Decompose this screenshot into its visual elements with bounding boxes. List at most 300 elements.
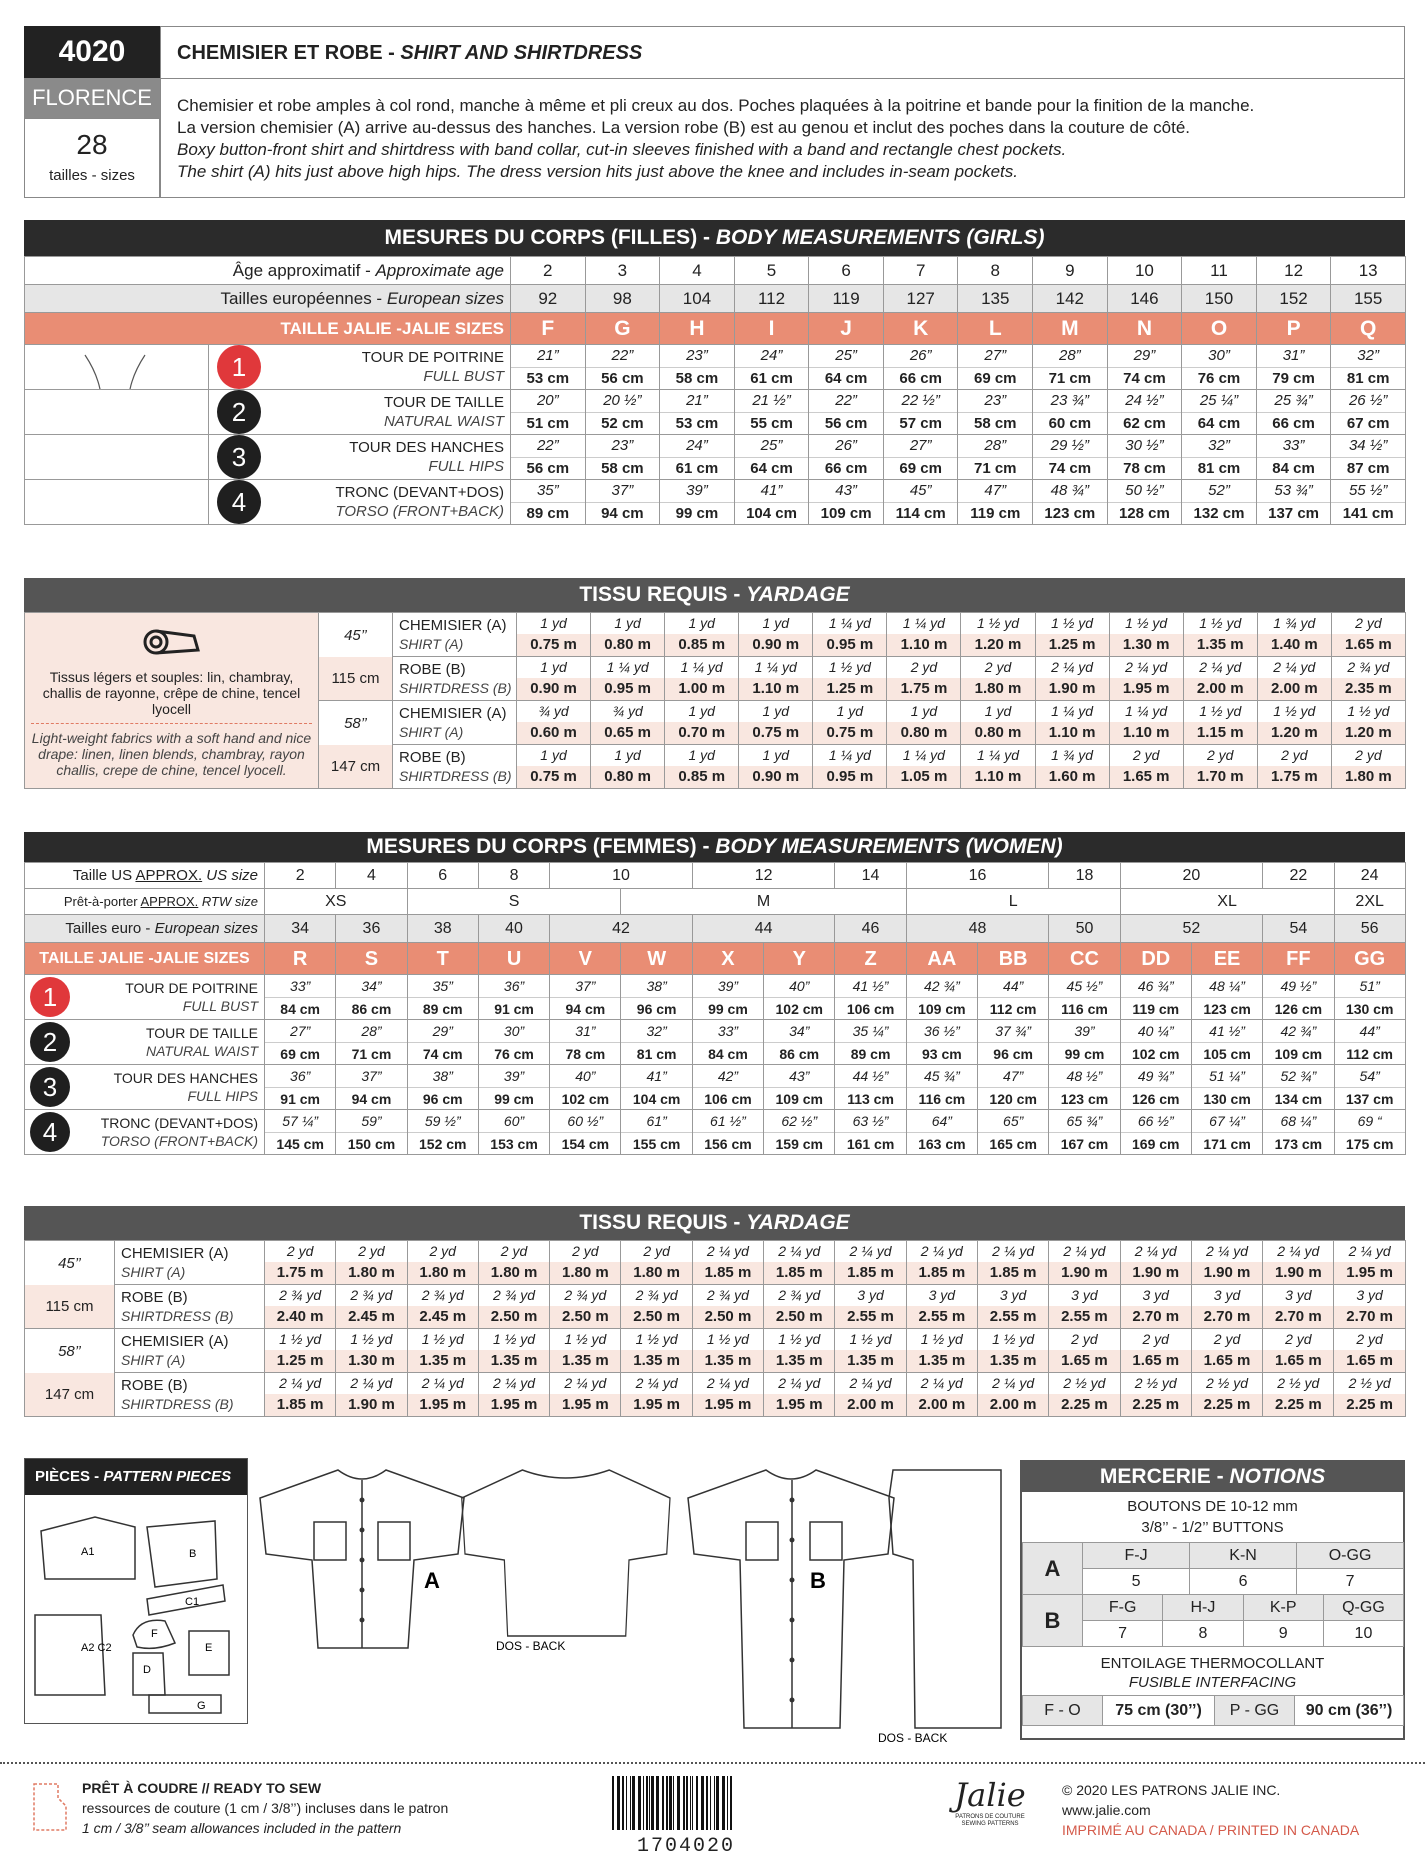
rtw-size-cell: S [407,889,621,915]
yardage-value: 2 yd 1.80 m [478,1241,549,1285]
age-cell: 2 [511,257,586,285]
yardage-value: 1 yd 0.90 m [739,613,813,657]
jalie-size-cell: P [1256,313,1331,345]
barcode-bar [714,1776,715,1830]
measurement-value: 23 ¾” 60 cm [1033,390,1108,435]
measurement-label [25,480,511,525]
measurement-fr: TOUR DE POITRINE [361,349,504,366]
euro-size-cell: 127 [883,285,958,313]
yardage-value: 3 yd 2.55 m [1049,1285,1120,1329]
jalie-size-cell: Z [835,943,906,975]
yardage-value: 1 ½ yd 1.20 m [1331,701,1405,745]
measurement-fr: TRONC (DEVANT+DOS) [335,484,504,501]
us-size-cell: 6 [407,863,478,889]
measurement-fr: TOUR DE TAILLE [383,394,504,411]
yardage-value: 2 ½ yd 2.25 m [1334,1373,1405,1417]
measurement-value: 49 ½” 126 cm [1263,975,1334,1020]
yardage-value: 2 yd 1.65 m [1263,1329,1334,1373]
garment-label: ROBE (B) SHIRTDRESS (B) [115,1285,265,1329]
yardage-value: 1 yd 0.75 m [517,745,591,789]
yardage-value: ¾ yd 0.65 m [591,701,665,745]
barcode-bar [651,1776,654,1830]
yardage-value: 3 yd 2.70 m [1334,1285,1405,1329]
women-title-en: BODY MEASUREMENTS (WOMEN) [715,835,1063,858]
measurement-value: 22” 56 cm [809,390,884,435]
yardage-value: 2 ¼ yd 1.95 m [478,1373,549,1417]
garment-label: ROBE (B) SHIRTDRESS (B) [393,745,517,789]
yardage-value: 1 ½ yd 1.35 m [977,1329,1048,1373]
age-cell: 12 [1256,257,1331,285]
notions-title [1022,1462,1403,1492]
measurement-value: 69 “ 175 cm [1334,1110,1405,1155]
measurement-value: 60 ½” 154 cm [550,1110,621,1155]
barcode-bar [649,1776,650,1830]
measurement-number-3: 3 [217,435,261,479]
euro-size-label: Tailles euro - European sizes [25,915,265,943]
barcode-bar [612,1776,614,1830]
measurement-value: 24” 61 cm [660,435,735,480]
barcode-bar [617,1776,620,1830]
fabric-en: Light-weight fabrics with a soft hand and nice drape: linen, linen blends, chambray, rayon challis, crepe de chine, tencel lyocell. [31,729,312,778]
age-cell: 13 [1331,257,1406,285]
barcode-bar [643,1776,644,1830]
barcode-bar [727,1776,728,1830]
measurement-value: 25 ¼” 64 cm [1182,390,1257,435]
yardage-value: 1 yd 0.75 m [517,613,591,657]
measurement-value: 37” 94 cm [336,1065,407,1110]
yardage-value: 1 ½ yd 1.35 m [407,1329,478,1373]
piece-label-b: B [189,1548,197,1560]
yardage-value: 1 ¼ yd 1.00 m [665,657,739,701]
measurement-value: 48 ¼” 123 cm [1191,975,1262,1020]
buttons-en: 3/8’’ - 1/2’’ BUTTONS [1141,1519,1284,1536]
measurement-value: 37 ¾” 96 cm [978,1020,1049,1065]
rts-en: 1 cm / 3/8’’ seam allowances included in the pattern [82,1820,402,1836]
description [161,79,1404,183]
measurement-value: 63 ½” 161 cm [835,1110,906,1155]
jalie-size-cell: I [734,313,809,345]
pattern-pieces-diagram [25,1495,247,1723]
yardage-value: 2 yd 1.75 m [1257,745,1331,789]
yardage-value: 1 yd 0.85 m [665,745,739,789]
yardage-value: 2 ¾ yd 2.45 m [407,1285,478,1329]
notion-button-count: 5 [1083,1569,1190,1595]
yardage-value: 2 ½ yd 2.25 m [1263,1373,1334,1417]
yardage-value: 1 yd 0.80 m [591,613,665,657]
measurement-value: 41” 104 cm [621,1065,692,1110]
logo-text: Jalie [954,1776,1026,1814]
age-cell: 7 [883,257,958,285]
piece-label-a1: A1 [81,1546,95,1558]
age-label: Âge approximatif - Approximate age [25,257,511,285]
yardage-value: 2 ¾ yd 2.50 m [692,1285,763,1329]
measurement-value: 41 ½” 106 cm [835,975,906,1020]
yardage-value: 2 yd 1.80 m [621,1241,692,1285]
barcode [610,1776,762,1856]
measurement-value: 39” 99 cm [660,480,735,525]
barcode-bar [638,1776,641,1830]
yardage-value: 1 ½ yd 1.30 m [336,1329,407,1373]
jalie-size-cell: G [585,313,660,345]
euro-size-cell: 142 [1033,285,1108,313]
measurement-value: 24 ½” 62 cm [1107,390,1182,435]
fabric-width: 45’’ 115 cm [25,1241,115,1329]
yardage-value: 2 ¼ yd 1.95 m [550,1373,621,1417]
jalie-size-cell: V [550,943,621,975]
measurement-value: 20 ½” 52 cm [585,390,660,435]
measurement-value: 21” 53 cm [511,345,586,390]
notions-title-en: NOTIONS [1229,1465,1326,1488]
measurement-value: 51 ¼” 130 cm [1191,1065,1262,1110]
measurement-value: 29 ½” 74 cm [1033,435,1108,480]
us-size-cell: 22 [1263,863,1334,889]
jalie-logo [950,1776,1030,1856]
yardage-value: 1 yd 0.80 m [591,745,665,789]
yardage-value: 1 ¼ yd 1.10 m [1035,701,1109,745]
header [24,26,1405,198]
measurement-number-4: 4 [30,1112,70,1152]
fabric-width: 58’’ 147 cm [25,1329,115,1417]
notions [1020,1460,1405,1740]
garment-label: ROBE (B) SHIRTDRESS (B) [393,657,517,701]
rts-fr: ressources de couture (1 cm / 3/8’’) incluses dans le patron [82,1800,449,1816]
yardage-value: 1 yd 0.90 m [517,657,591,701]
measurement-value: 25 ¾” 66 cm [1256,390,1331,435]
measurement-value: 53 ¾” 137 cm [1256,480,1331,525]
yardage-value: 1 ½ yd 1.15 m [1183,701,1257,745]
yardage-value: 2 yd 1.80 m [336,1241,407,1285]
euro-size-cell: 46 [835,915,906,943]
sizes-box [24,118,160,198]
measurement-en: FULL HIPS [428,458,504,475]
yardage-value: 1 ½ yd 1.35 m [1183,613,1257,657]
yardage-value: 1 yd 0.85 m [665,613,739,657]
measurement-value: 36” 91 cm [478,975,549,1020]
yard-women-title-en: YARDAGE [746,1211,850,1234]
euro-size-cell: 135 [958,285,1033,313]
rtw-size-cell: XL [1120,889,1334,915]
notion-size-range: O-GG [1297,1543,1404,1569]
girls-yardage [24,578,1405,789]
girls-table [24,256,1406,525]
euro-size-cell: 44 [692,915,835,943]
copyright-block [1062,1780,1402,1840]
yardage-value: 3 yd 2.55 m [977,1285,1048,1329]
notion-size-range: F-J [1083,1543,1190,1569]
garment-label: CHEMISIER (A) SHIRT (A) [115,1329,265,1373]
measurement-number-1: 1 [217,345,261,389]
yardage-value: 1 yd 0.80 m [887,701,961,745]
measurement-value: 45 ½” 116 cm [1049,975,1120,1020]
yardage-value: 2 yd 1.65 m [1109,745,1183,789]
yardage-value: 2 ¼ yd 1.85 m [835,1241,906,1285]
yardage-value: 1 ¼ yd 0.95 m [591,657,665,701]
piece-label-a2c2: A2 C2 [81,1642,112,1654]
yardage-value: 2 ½ yd 2.25 m [1191,1373,1262,1417]
girls-title [24,220,1405,256]
measurement-value: 33” 84 cm [265,975,336,1020]
age-cell: 9 [1033,257,1108,285]
barcode-bar [622,1776,624,1830]
yardage-value: 2 ¾ yd 2.35 m [1331,657,1405,701]
interfacing-range-2: P - GG [1215,1696,1295,1726]
notion-button-count: 8 [1163,1621,1243,1647]
measurement-value: 37” 94 cm [550,975,621,1020]
yardage-value: 2 ¼ yd 2.00 m [977,1373,1048,1417]
barcode-bar [673,1776,674,1830]
yardage-value: 1 ¼ yd 1.10 m [739,657,813,701]
yardage-value: 2 ¼ yd 1.90 m [1049,1241,1120,1285]
measurement-fr: TOUR DES HANCHES [113,1070,258,1086]
yardage-value: 1 ½ yd 1.35 m [621,1329,692,1373]
age-cell: 11 [1182,257,1257,285]
measurement-value: 30” 76 cm [1182,345,1257,390]
girls-title-en: BODY MEASUREMENTS (GIRLS) [715,226,1045,249]
measurement-en: NATURAL WAIST [383,413,504,430]
yardage-value: 2 yd 1.70 m [1183,745,1257,789]
yardage-value: 2 ¼ yd 1.95 m [407,1373,478,1417]
euro-size-cell: 146 [1107,285,1182,313]
measurement-value: 41” 104 cm [734,480,809,525]
buttons-fr: BOUTONS DE 10-12 mm [1127,1498,1298,1515]
yardage-value: 2 ¼ yd 1.95 m [1109,657,1183,701]
jalie-size-cell: GG [1334,943,1405,975]
notion-view-a: A [1023,1543,1083,1595]
yardage-value: 2 yd 1.80 m [961,657,1035,701]
euro-size-cell: 104 [660,285,735,313]
euro-size-cell: 40 [478,915,549,943]
barcode-number: 1704020 [636,1835,735,1858]
measurement-value: 48 ¾” 123 cm [1033,480,1108,525]
yardage-value: 3 yd 2.70 m [1191,1285,1262,1329]
yardage-value: 2 ¼ yd 1.85 m [764,1241,835,1285]
euro-size-cell: 152 [1256,285,1331,313]
notion-size-range: F-G [1083,1595,1163,1621]
jalie-size-cell: H [660,313,735,345]
view-b-label: B [810,1568,826,1593]
yardage-value: 2 ¼ yd 2.00 m [835,1373,906,1417]
yardage-value: 1 yd 0.80 m [961,701,1035,745]
yardage-value: 2 yd 1.80 m [550,1241,621,1285]
notions-title-fr: MERCERIE - [1099,1465,1230,1488]
measurement-value: 34” 86 cm [764,1020,835,1065]
yardage-value: 2 ¼ yd 2.00 m [906,1373,977,1417]
measurement-value: 52” 132 cm [1182,480,1257,525]
title-fr: CHEMISIER ET ROBE - [177,42,401,64]
rtw-size-label: Prêt-à-porter APPROX. RTW size [25,889,265,915]
jalie-size-cell: X [692,943,763,975]
piece-label-f: F [151,1628,158,1640]
fabric-fr: Tissus légers et souples: lin, chambray, challis de rayonne, crêpe de chine, tencel lyocell [42,668,301,717]
interfacing-range-1: F - O [1023,1696,1103,1726]
yardage-value: 2 yd 1.65 m [1331,613,1405,657]
us-size-cell: 4 [336,863,407,889]
measurement-value: 34” 86 cm [336,975,407,1020]
printed-in: IMPRIMÉ AU CANADA / PRINTED IN CANADA [1062,1822,1360,1838]
measurement-fr: TOUR DE POITRINE [125,980,258,996]
measurement-en: FULL HIPS [187,1088,258,1104]
measurement-value: 44” 112 cm [1334,1020,1405,1065]
pattern-name: FLORENCE [24,78,160,118]
jalie-size-cell: M [1033,313,1108,345]
women-measurements [24,832,1405,1155]
yardage-value: 1 ¼ yd 0.95 m [813,613,887,657]
yardage-value: 2 ¼ yd 1.95 m [764,1373,835,1417]
pieces-title-fr: PIÈCES - [35,1468,104,1485]
jalie-size-cell: J [809,313,884,345]
fabric-width: 58’’ 147 cm [319,701,393,789]
girls-yardage-table [24,612,1406,789]
yardage-value: 2 ½ yd 2.25 m [1049,1373,1120,1417]
measurement-value: 36 ½” 93 cm [906,1020,977,1065]
measurement-value: 62 ½” 159 cm [764,1110,835,1155]
measurement-value: 67 ¼” 171 cm [1191,1110,1262,1155]
measurement-value: 48 ½” 123 cm [1049,1065,1120,1110]
measurement-value: 42 ¾” 109 cm [906,975,977,1020]
measurement-label [25,390,511,435]
barcode-bar [692,1776,693,1830]
measurement-value: 42” 106 cm [692,1065,763,1110]
yardage-value: 1 ½ yd 1.35 m [764,1329,835,1373]
measurement-value: 34 ½” 87 cm [1331,435,1406,480]
measurement-value: 26” 66 cm [809,435,884,480]
measurement-value: 35” 89 cm [511,480,586,525]
barcode-bar [722,1776,725,1830]
measurement-value: 43” 109 cm [764,1065,835,1110]
jalie-size-cell: Y [764,943,835,975]
measurement-number-2: 2 [217,390,261,434]
age-cell: 3 [585,257,660,285]
jalie-size-cell: Q [1331,313,1406,345]
barcode-bar [730,1776,732,1830]
rtw-size-cell: M [621,889,906,915]
measurement-value: 24” 61 cm [734,345,809,390]
notion-size-range: K-P [1243,1595,1323,1621]
us-size-label: Taille US APPROX. US size [25,863,265,889]
measurement-value: 49 ¾” 126 cm [1120,1065,1191,1110]
header-right [160,26,1405,198]
desc-fr-2: La version chemisier (A) arrive au-dessus des hanches. La version robe (B) est au genou et inclut des poches dans la couture de côté. [177,118,1191,137]
measurement-value: 22 ½” 57 cm [883,390,958,435]
interfacing-fr: ENTOILAGE THERMOCOLLANT [1100,1655,1325,1672]
euro-size-cell: 48 [906,915,1049,943]
yardage-value: 1 ½ yd 1.20 m [961,613,1035,657]
measurement-value: 65 ¾” 167 cm [1049,1110,1120,1155]
measurement-value: 29” 74 cm [407,1020,478,1065]
yardage-value: 2 ¾ yd 2.45 m [336,1285,407,1329]
yardage-value: 2 yd 1.65 m [1191,1329,1262,1373]
measurement-value: 21 ½” 55 cm [734,390,809,435]
us-size-cell: 10 [550,863,693,889]
jalie-size-cell: AA [906,943,977,975]
yardage-value: 1 ½ yd 1.20 m [1257,701,1331,745]
yardage-value: 2 ¼ yd 1.95 m [1334,1241,1405,1285]
euro-size-cell: 155 [1331,285,1406,313]
website[interactable]: www.jalie.com [1062,1802,1151,1818]
measurement-label [25,975,265,1020]
jalie-size-cell: EE [1191,943,1262,975]
euro-size-cell: 36 [336,915,407,943]
euro-size-cell: 54 [1263,915,1334,943]
title-en: SHIRT AND SHIRTDRESS [400,42,643,64]
barcode-bar [690,1776,691,1830]
measurement-value: 39” 99 cm [478,1065,549,1110]
age-cell: 6 [809,257,884,285]
measurement-value: 20” 51 cm [511,390,586,435]
measurement-value: 23” 58 cm [958,390,1033,435]
measurement-value: 35” 89 cm [407,975,478,1020]
yardage-girls-title [24,578,1405,612]
sizes-label: tailles - sizes [49,167,135,184]
women-title-fr: MESURES DU CORPS (FEMMES) - [366,835,716,858]
notion-size-range: H-J [1163,1595,1243,1621]
notion-view-b: B [1023,1595,1083,1647]
measurement-value: 59 ½” 152 cm [407,1110,478,1155]
girls-title-fr: MESURES DU CORPS (FILLES) - [384,226,716,249]
measurement-value: 40” 102 cm [764,975,835,1020]
euro-size-cell: 42 [550,915,693,943]
euro-size-cell: 50 [1049,915,1120,943]
measurement-en: TORSO (FRONT+BACK) [100,1133,258,1149]
garment-label: CHEMISIER (A) SHIRT (A) [393,701,517,745]
yardage-value: 1 yd 0.75 m [813,701,887,745]
yardage-value: 1 ½ yd 1.30 m [1109,613,1183,657]
interfacing-heading [1022,1647,1403,1695]
measurement-value: 33” 84 cm [692,1020,763,1065]
measurement-value: 31” 79 cm [1256,345,1331,390]
yardage-value: 2 ¼ yd 1.90 m [1191,1241,1262,1285]
yardage-value: 1 yd 0.90 m [739,745,813,789]
jalie-size-cell: K [883,313,958,345]
yardage-value: 1 yd 0.75 m [739,701,813,745]
age-cell: 8 [958,257,1033,285]
measurement-value: 23” 58 cm [585,435,660,480]
piece-label-g: G [197,1700,206,1712]
measurement-label [25,345,511,390]
measurement-number-1: 1 [30,977,70,1017]
measurement-value: 41 ½” 105 cm [1191,1020,1262,1065]
us-size-cell: 16 [906,863,1049,889]
notion-button-count: 7 [1297,1569,1404,1595]
measurement-value: 39” 99 cm [1049,1020,1120,1065]
pieces-title-en: PATTERN PIECES [103,1468,232,1485]
us-size-cell: 20 [1120,863,1263,889]
barcode-bar [666,1776,668,1830]
barcode-bar [669,1776,672,1830]
measurement-value: 22” 56 cm [585,345,660,390]
jalie-size-cell: CC [1049,943,1120,975]
piece-label-e: E [205,1642,213,1654]
yardage-value: 3 yd 2.70 m [1120,1285,1191,1329]
euro-size-label: Tailles européennes - European sizes [25,285,511,313]
yardage-value: 2 ¾ yd 2.50 m [478,1285,549,1329]
measurement-value: 30” 76 cm [478,1020,549,1065]
measurement-value: 55 ½” 141 cm [1331,480,1406,525]
yardage-value: 2 ¼ yd 1.90 m [1035,657,1109,701]
yard-girls-title-fr: TISSU REQUIS - [579,583,747,606]
back-label-a: DOS - BACK [496,1639,566,1653]
measurement-value: 43” 109 cm [809,480,884,525]
measurement-value: 37” 94 cm [585,480,660,525]
measurement-value: 35 ¼” 89 cm [835,1020,906,1065]
fabric-width: 45’’ 115 cm [319,613,393,701]
barcode-bar [686,1776,688,1830]
jalie-size-cell: DD [1120,943,1191,975]
euro-size-cell: 98 [585,285,660,313]
measurement-value: 26” 66 cm [883,345,958,390]
measurement-value: 44 ½” 113 cm [835,1065,906,1110]
measurement-value: 38” 96 cm [621,975,692,1020]
